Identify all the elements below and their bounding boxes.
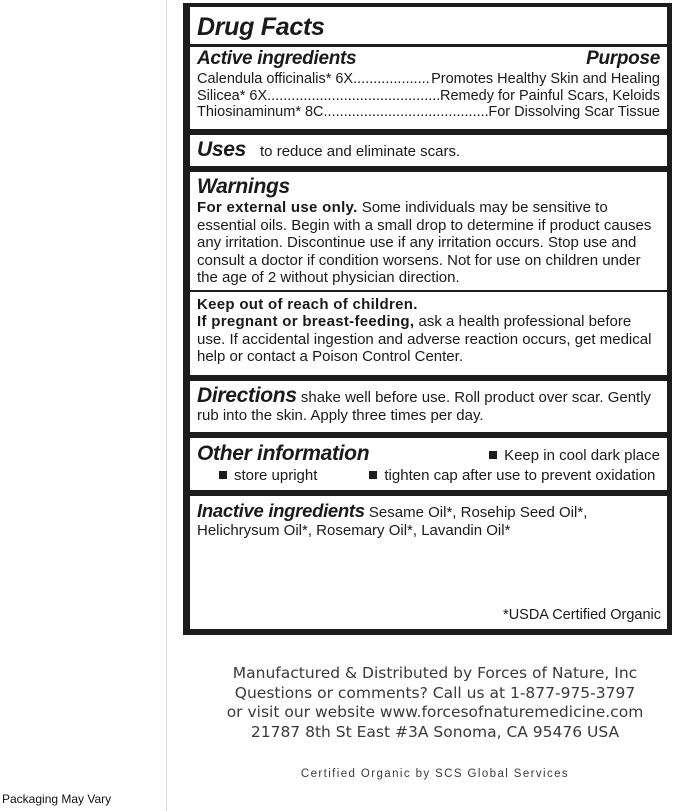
ingredient-row	[197, 71, 660, 88]
address-line: 21787 8th St East #3A Sonoma, CA 95476 USA	[250, 722, 620, 741]
directions-text: shake well before use. Roll product over scar. Gently rub into the skin. Apply three times per day.	[197, 389, 652, 424]
ingredient-purpose: Promotes Healthy Skin and Healing	[431, 71, 660, 87]
leader-dots	[324, 104, 489, 121]
directions-section	[190, 381, 667, 432]
active-ingredients-heading: Active ingredients	[197, 48, 357, 69]
fold-line	[166, 0, 167, 811]
certification-line: Certified Organic by SCS Global Services	[300, 768, 570, 780]
usda-note: *USDA Certified Organic	[503, 607, 661, 623]
ingredient-row	[197, 104, 660, 121]
other-item: tighten cap after use to prevent oxidation	[369, 467, 655, 485]
inactive-paragraph	[197, 501, 660, 539]
warnings-paragraph	[197, 199, 660, 287]
manufacturer-line: Manufactured & Distributed by Forces of Nature, Inc	[232, 664, 638, 682]
pregnancy-paragraph	[197, 313, 660, 366]
ingredient-name: Silicea* 6X	[197, 87, 268, 104]
other-information-section	[190, 438, 667, 490]
packaging-note: Packaging May Vary	[2, 792, 112, 806]
pregnancy-text: ask a health professional before use. If accidental ingestion and adverse reaction occurs, get medical help or contact a Poison Control Center.	[197, 313, 652, 365]
other-item: Keep in cool dark place	[489, 447, 660, 465]
directions-paragraph	[197, 385, 660, 425]
contact-line: Questions or comments? Call us at 1-877-975-3797	[234, 683, 636, 702]
uses-section	[190, 135, 667, 166]
pregnancy-label: If pregnant or breast-feeding,	[197, 313, 415, 330]
manufacturer-info	[200, 664, 670, 742]
drug-facts-title: Drug Facts	[197, 13, 325, 41]
website-line: or visit our website www.forcesofnaturemedicine.com	[226, 703, 644, 721]
keep-out-of-reach: Keep out of reach of children.	[197, 295, 418, 313]
uses-heading: Uses	[197, 138, 247, 161]
leader-dots	[353, 71, 431, 88]
divider	[190, 290, 667, 292]
other-information-heading: Other information	[197, 442, 370, 465]
external-use-label: For external use only.	[197, 199, 358, 216]
active-ingredients-section	[190, 7, 667, 129]
square-bullet-icon	[219, 471, 227, 479]
directions-heading: Directions	[197, 384, 297, 407]
inactive-text: Sesame Oil*, Rosehip Seed Oil*, Helichrysum Oil*, Rosemary Oil*, Lavandin Oil*	[197, 504, 588, 539]
purpose-heading: Purpose	[586, 48, 660, 69]
leader-dots	[267, 88, 440, 105]
inactive-ingredients-heading: Inactive ingredients	[197, 500, 365, 521]
square-bullet-icon	[489, 451, 497, 459]
warnings-heading: Warnings	[197, 175, 290, 198]
drug-facts-panel	[183, 3, 672, 635]
ingredient-row	[197, 88, 660, 105]
inactive-ingredients-section	[190, 496, 667, 629]
square-bullet-icon	[369, 471, 377, 479]
ingredient-purpose: Remedy for Painful Scars, Keloids	[439, 87, 660, 104]
uses-text: to reduce and eliminate scars.	[260, 143, 461, 160]
warnings-section	[190, 172, 667, 375]
other-item: store upright	[219, 467, 317, 485]
divider	[190, 44, 667, 47]
warnings-text: Some individuals may be sensitive to essential oils. Begin with a small drop to determine if product causes any irritation. Discontinue use if any irritation occurs. Stop use and consult a doctor if condition worsens. Not for use on children under the age of 2 without physician direction.	[197, 199, 652, 286]
ingredient-name: Thiosinaminum* 8C	[197, 104, 324, 120]
ingredient-name: Calendula officinalis* 6X	[197, 71, 354, 87]
ingredient-purpose: For Dissolving Scar Tissue	[488, 104, 660, 120]
